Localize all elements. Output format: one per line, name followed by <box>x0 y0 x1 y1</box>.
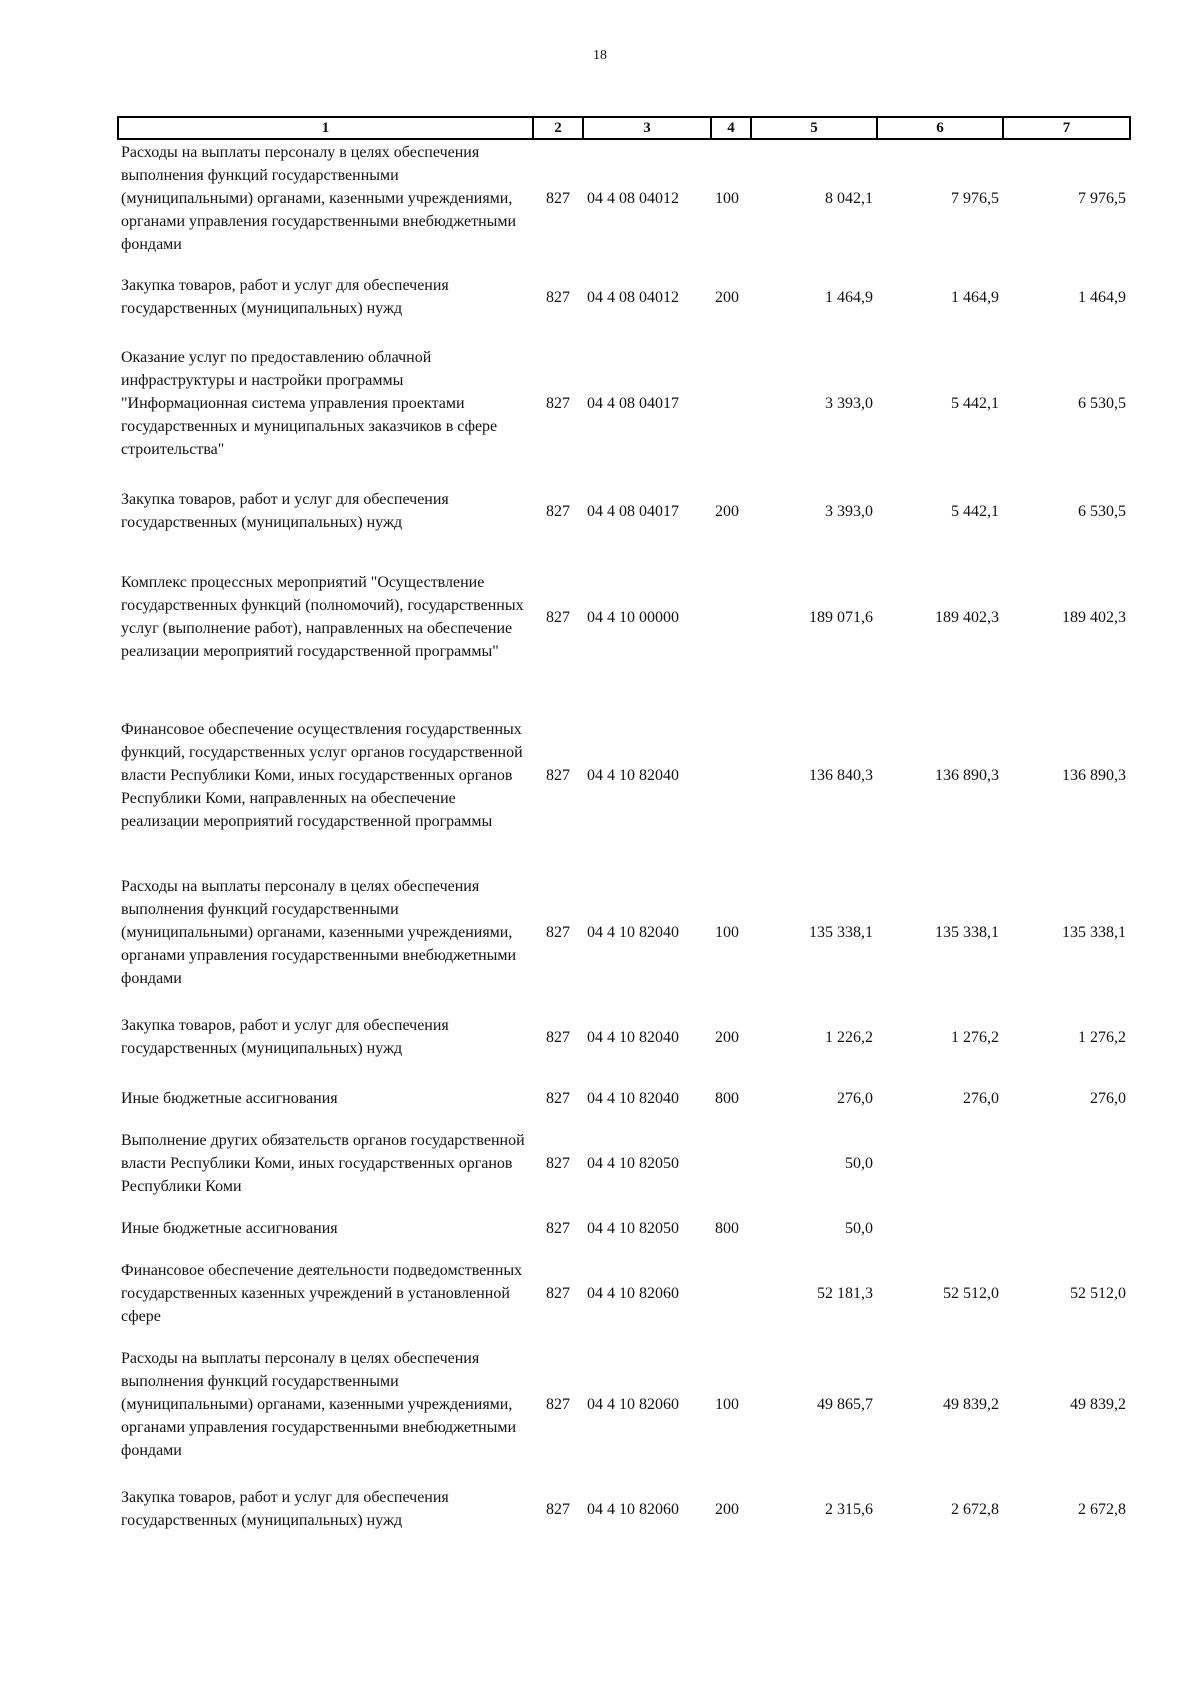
amount-col5-cell: 189 071,6 <box>809 608 873 626</box>
amount-col5-cell: 3 393,0 <box>825 502 873 520</box>
expense-type-cell: 200 <box>715 288 739 306</box>
header-col-1: 1 <box>118 117 533 139</box>
amount-col6-cell: 7 976,5 <box>951 190 999 207</box>
table-row <box>118 1007 1130 1067</box>
expense-type-cell: 200 <box>715 1500 739 1518</box>
amount-col5-cell: 8 042,1 <box>825 190 873 207</box>
row-name-cell: Комплекс процессных мероприятий "Осуществление государственных функций (полномочий), государственных услуг (выполнение работ), направленных на обеспечение реализации мероприятий государственной программы" <box>121 574 524 660</box>
expense-type-cell: 800 <box>715 1089 739 1107</box>
row-name-cell: Выполнение других обязательств органов государственной власти Республики Коми, иных государственных органов Республики Коми <box>121 1131 525 1195</box>
amount-col7-cell: 52 512,0 <box>1070 1284 1126 1302</box>
target-article-cell: 04 4 10 82040 <box>587 1028 679 1046</box>
grbs-code-cell: 827 <box>546 1219 570 1237</box>
table-row <box>118 1345 1130 1463</box>
table-row <box>118 873 1130 991</box>
amount-col7-cell: 189 402,3 <box>1062 608 1126 626</box>
amount-col7-cell: 7 976,5 <box>1078 190 1126 207</box>
grbs-code-cell: 827 <box>546 1089 570 1107</box>
amount-col6-cell: 135 338,1 <box>935 923 999 941</box>
amount-col5-cell: 52 181,3 <box>817 1284 873 1302</box>
row-name-cell: Иные бюджетные ассигнования <box>121 1219 338 1237</box>
row-name-cell: Иные бюджетные ассигнования <box>121 1089 338 1107</box>
amount-col5-cell: 2 315,6 <box>825 1500 873 1518</box>
header-col-4: 4 <box>711 117 751 139</box>
target-article-cell: 04 4 10 82040 <box>587 1089 679 1107</box>
header-col-3: 3 <box>583 117 711 139</box>
row-name-cell: Оказание услуг по предоставлению облачной инфраструктуры и настройки программы "Информационная система управления проектами государственных и муниципальных заказчиков в сфере строительства" <box>121 348 498 458</box>
table-row <box>118 1479 1130 1539</box>
amount-col5-cell: 49 865,7 <box>817 1395 873 1413</box>
target-article-cell: 04 4 10 82040 <box>587 923 679 941</box>
amount-col6-cell: 2 672,8 <box>951 1500 999 1518</box>
amount-col5-cell: 276,0 <box>837 1089 873 1107</box>
row-spacer <box>118 1113 1130 1127</box>
row-name-cell: Расходы на выплаты персоналу в целях обеспечения выполнения функций государственными (муниципальными) органами, казенными учреждениями, органами управления государственными внебюджетными фондами <box>121 877 517 987</box>
target-article-cell: 04 4 10 00000 <box>587 608 679 626</box>
table-row <box>118 1127 1130 1199</box>
amount-col7-cell: 49 839,2 <box>1070 1395 1126 1413</box>
header-col-2: 2 <box>533 117 583 139</box>
amount-col5-cell: 1 464,9 <box>825 288 873 306</box>
amount-col6-cell: 189 402,3 <box>935 608 999 626</box>
table-row <box>118 1083 1130 1113</box>
amount-col6-cell: 52 512,0 <box>943 1284 999 1302</box>
row-spacer <box>118 991 1130 1007</box>
table-row <box>118 267 1130 327</box>
row-spacer <box>118 1463 1130 1479</box>
header-col-6: 6 <box>877 117 1003 139</box>
row-name-cell: Закупка товаров, работ и услуг для обеспечения государственных (муниципальных) нужд <box>121 277 449 317</box>
target-article-cell: 04 4 10 82060 <box>587 1395 679 1413</box>
amount-col7-cell: 6 530,5 <box>1078 394 1126 412</box>
grbs-code-cell: 827 <box>546 1500 570 1518</box>
page-number: 18 <box>593 48 607 63</box>
target-article-cell: 04 4 10 82050 <box>587 1154 679 1172</box>
row-name-cell: Финансовое обеспечение осуществления государственных функций, государственных услуг органов государственной власти Республики Коми, иных государственных органов Республики Коми, направленных на обеспечение реализации мероприятий государственной программы <box>121 720 523 830</box>
expense-type-cell: 800 <box>715 1219 739 1237</box>
table-row <box>118 481 1130 541</box>
grbs-code-cell: 827 <box>546 1395 570 1413</box>
grbs-code-cell: 827 <box>546 1154 570 1172</box>
amount-col7-cell: 136 890,3 <box>1062 766 1126 784</box>
row-spacer <box>118 463 1130 481</box>
amount-col6-cell: 49 839,2 <box>943 1395 999 1413</box>
amount-col7-cell <box>1003 1213 1130 1243</box>
expense-type-cell: 200 <box>715 502 739 520</box>
amount-col5-cell: 136 840,3 <box>809 766 873 784</box>
grbs-code-cell: 827 <box>546 766 570 784</box>
amount-col5-cell: 3 393,0 <box>825 394 873 412</box>
grbs-code-cell: 827 <box>546 288 570 306</box>
table-row <box>118 1257 1130 1329</box>
grbs-code-cell: 827 <box>546 190 570 207</box>
target-article-cell: 04 4 08 04012 <box>587 288 679 306</box>
header-col-7: 7 <box>1003 117 1130 139</box>
grbs-code-cell: 827 <box>546 608 570 626</box>
expense-type-cell <box>711 557 751 677</box>
amount-col7-cell: 135 338,1 <box>1062 923 1126 941</box>
target-article-cell: 04 4 08 04012 <box>587 190 679 207</box>
row-name-cell: Закупка товаров, работ и услуг для обеспечения государственных (муниципальных) нужд <box>121 1017 449 1057</box>
row-name-cell: Расходы на выплаты персоналу в целях обеспечения выполнения функций государственными (муниципальными) органами, казенными учреждениями, органами управления государственными внебюджетными фондами <box>121 144 517 253</box>
amount-col7-cell: 1 464,9 <box>1078 288 1126 306</box>
expense-type-cell <box>711 1127 751 1199</box>
amount-col5-cell: 50,0 <box>845 1219 873 1237</box>
table-row <box>118 693 1130 857</box>
table-body <box>118 139 1130 1539</box>
table-row <box>118 139 1130 257</box>
row-name-cell: Закупка товаров, работ и услуг для обеспечения государственных (муниципальных) нужд <box>121 491 449 531</box>
amount-col7-cell <box>1003 1127 1130 1199</box>
amount-col5-cell: 1 226,2 <box>825 1028 873 1046</box>
amount-col6-cell <box>877 1127 1003 1199</box>
header-row <box>118 117 1130 139</box>
header-col-5: 5 <box>751 117 877 139</box>
expense-type-cell: 100 <box>715 923 739 941</box>
grbs-code-cell: 827 <box>546 1028 570 1046</box>
grbs-code-cell: 827 <box>546 502 570 520</box>
amount-col7-cell: 1 276,2 <box>1078 1028 1126 1046</box>
grbs-code-cell: 827 <box>546 923 570 941</box>
grbs-code-cell: 827 <box>546 394 570 412</box>
expense-type-cell: 200 <box>715 1028 739 1046</box>
table-row <box>118 343 1130 463</box>
target-article-cell: 04 4 10 82060 <box>587 1500 679 1518</box>
amount-col7-cell: 2 672,8 <box>1078 1500 1126 1518</box>
row-spacer <box>118 1199 1130 1213</box>
row-spacer <box>118 541 1130 557</box>
amount-col5-cell: 50,0 <box>845 1154 873 1172</box>
amount-col6-cell: 1 464,9 <box>951 288 999 306</box>
target-article-cell: 04 4 10 82050 <box>587 1219 679 1237</box>
amount-col6-cell: 136 890,3 <box>935 766 999 784</box>
target-article-cell: 04 4 08 04017 <box>587 394 679 412</box>
target-article-cell: 04 4 10 82060 <box>587 1284 679 1302</box>
row-spacer <box>118 327 1130 343</box>
expense-type-cell: 100 <box>715 190 739 207</box>
row-spacer <box>118 1329 1130 1345</box>
expense-type-cell <box>711 693 751 857</box>
row-spacer <box>118 1243 1130 1257</box>
row-name-cell: Расходы на выплаты персоналу в целях обеспечения выполнения функций государственными (муниципальными) органами, казенными учреждениями, органами управления государственными внебюджетными фондами <box>121 1349 517 1459</box>
row-spacer <box>118 1067 1130 1083</box>
row-name-cell: Финансовое обеспечение деятельности подведомственных государственных казенных учреждений в установленной сфере <box>121 1261 523 1325</box>
amount-col5-cell: 135 338,1 <box>809 923 873 941</box>
amount-col6-cell: 1 276,2 <box>951 1028 999 1046</box>
row-spacer <box>118 257 1130 267</box>
amount-col6-cell: 276,0 <box>963 1089 999 1107</box>
amount-col7-cell: 276,0 <box>1090 1089 1126 1107</box>
target-article-cell: 04 4 08 04017 <box>587 502 679 520</box>
amount-col7-cell: 6 530,5 <box>1078 502 1126 520</box>
table-row <box>118 1213 1130 1243</box>
expense-type-cell <box>711 1257 751 1329</box>
expense-type-cell <box>711 343 751 463</box>
expense-type-cell: 100 <box>715 1395 739 1413</box>
row-spacer <box>118 857 1130 873</box>
row-name-cell: Закупка товаров, работ и услуг для обеспечения государственных (муниципальных) нужд <box>121 1489 449 1529</box>
amount-col6-cell <box>877 1213 1003 1243</box>
budget-table <box>117 116 1131 1539</box>
amount-col6-cell: 5 442,1 <box>951 502 999 520</box>
table-row <box>118 557 1130 677</box>
grbs-code-cell: 827 <box>546 1284 570 1302</box>
row-spacer <box>118 677 1130 693</box>
amount-col6-cell: 5 442,1 <box>951 394 999 412</box>
target-article-cell: 04 4 10 82040 <box>587 766 679 784</box>
